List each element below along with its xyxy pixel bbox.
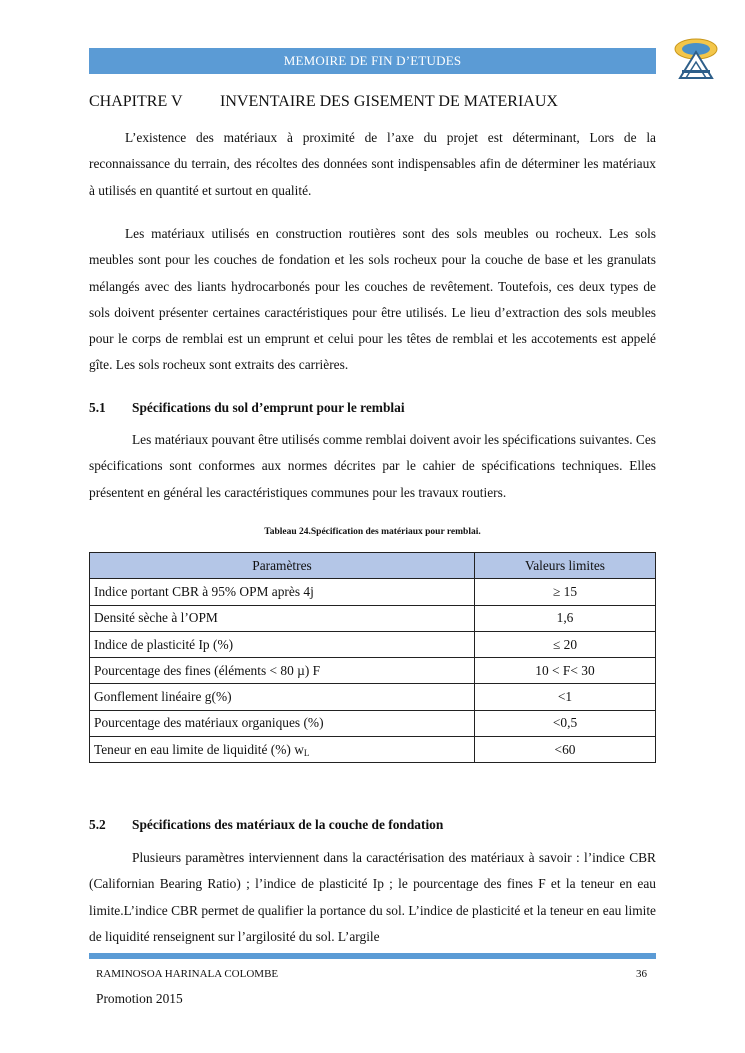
section-number: 5.2 bbox=[89, 817, 106, 832]
param-text: Teneur en eau limite de liquidité (%) w bbox=[94, 741, 304, 757]
footer-divider bbox=[89, 953, 656, 959]
table-row bbox=[90, 631, 656, 657]
param-cell: Pourcentage des fines (éléments < 80 µ) F bbox=[90, 658, 475, 684]
header-valeurs: Valeurs limites bbox=[475, 553, 656, 579]
footer-promotion: Promotion 2015 bbox=[96, 991, 183, 1006]
table-row bbox=[90, 737, 656, 763]
param-cell bbox=[90, 737, 475, 763]
paragraph-materials: Les matériaux utilisés en construction routières sont des sols meubles ou rocheux. Les sols meubles sont pour les couches de fondation et les sols rocheux pour la couche de base et les granulats mélangés avec des liants hydrocarbonés pour les couches de revêtement. Toutefois, ces deux types de sols doivent présenter certaines caractéristiques pour être utilisés. Le lieu d’extraction des sols meubles pour le corps de remblai est un emprunt et celui pour les têtes de remblai et les accotements est appelé gîte. Les sols rocheux sont extraits des carrières. bbox=[89, 226, 656, 373]
param-cell: Indice portant CBR à 95% OPM après 4j bbox=[90, 579, 475, 605]
paragraph-fondation: Plusieurs paramètres interviennent dans la caractérisation des matériaux à savoir : l’indice CBR (Californian Bearing Ratio) ; l’indice de plasticité Ip ; le pourcentage des fines F et la teneur en eau limite.L’indice CBR permet de qualifier la portance du sol. L’indice de plasticité et la teneur en eau limite de liquidité renseignent sur l’argilosité du sol. L’argile bbox=[89, 850, 656, 944]
paragraph-remblai: Les matériaux pouvant être utilisés comme remblai doivent avoir les spécifications suivantes. Ces spécifications sont conformes aux normes décrites par le cahier de spécifications techniques. Elles présentent en général les caractéristiques communes pour les travaux routiers. bbox=[89, 432, 656, 500]
section-number: 5.1 bbox=[89, 400, 106, 415]
table-row bbox=[90, 579, 656, 605]
param-cell: Gonflement linéaire g(%) bbox=[90, 684, 475, 710]
paragraph-intro: L’existence des matériaux à proximité de l’axe du projet est déterminant, Lors de la reconnaissance du terrain, des récoltes des données sont indispensables afin de déterminer les matériaux à utilisés en quantité et surtout en qualité. bbox=[89, 130, 656, 198]
section-title: Spécifications du sol d’emprunt pour le remblai bbox=[132, 400, 405, 415]
param-subscript: L bbox=[303, 747, 310, 758]
value-cell: <60 bbox=[475, 737, 656, 763]
value-cell: 10 < F< 30 bbox=[475, 658, 656, 684]
section-heading-5-2 bbox=[89, 817, 443, 833]
value-cell: 1,6 bbox=[475, 605, 656, 631]
param-cell: Indice de plasticité Ip (%) bbox=[90, 631, 475, 657]
value-cell: <0,5 bbox=[475, 710, 656, 736]
spec-table bbox=[89, 552, 656, 763]
table-row bbox=[90, 605, 656, 631]
section-heading-5-1 bbox=[89, 400, 405, 416]
chapter-number: CHAPITRE V bbox=[89, 93, 183, 110]
value-cell: <1 bbox=[475, 684, 656, 710]
table-row bbox=[90, 684, 656, 710]
value-cell: ≤ 20 bbox=[475, 631, 656, 657]
footer-author: RAMINOSOA HARINALA COLOMBE bbox=[96, 968, 279, 980]
header-title: MEMOIRE DE FIN D’ETUDES bbox=[283, 53, 462, 68]
page-number: 36 bbox=[636, 968, 647, 980]
chapter-heading bbox=[89, 93, 558, 111]
table-caption: Tableau 24.Spécification des matériaux pour remblai. bbox=[264, 527, 481, 537]
page-header bbox=[89, 48, 656, 74]
value-cell: ≥ 15 bbox=[475, 579, 656, 605]
table-row bbox=[90, 658, 656, 684]
chapter-title: INVENTAIRE DES GISEMENT DE MATERIAUX bbox=[220, 93, 558, 110]
table-header-row bbox=[90, 553, 656, 579]
section-title: Spécifications des matériaux de la couche de fondation bbox=[132, 817, 444, 832]
param-cell: Densité sèche à l’OPM bbox=[90, 605, 475, 631]
param-cell: Pourcentage des matériaux organiques (%) bbox=[90, 710, 475, 736]
header-parametres: Paramètres bbox=[90, 553, 475, 579]
university-logo-icon bbox=[672, 32, 720, 80]
table-row bbox=[90, 710, 656, 736]
